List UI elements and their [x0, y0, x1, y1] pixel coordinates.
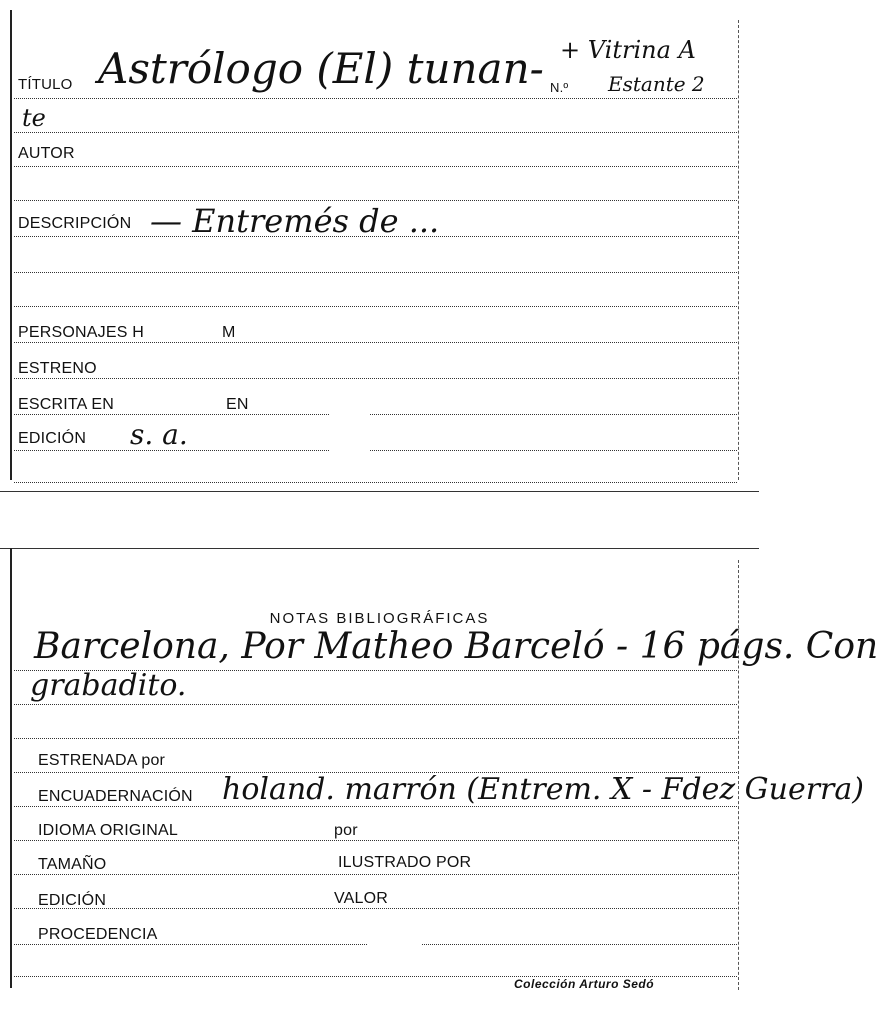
notes-heading: NOTAS BIBLIOGRÁFICAS: [269, 610, 490, 627]
handwritten-title-cont: te: [22, 104, 46, 132]
label-personajes-m: M: [222, 324, 236, 341]
label-valor: VALOR: [334, 890, 389, 907]
label-personajes-h: PERSONAJES H: [18, 324, 144, 341]
label-estrenada-por: ESTRENADA por: [38, 752, 166, 769]
card-left-border: [10, 10, 12, 480]
label-procedencia: PROCEDENCIA: [38, 926, 158, 943]
rule-blank-2: [14, 272, 737, 273]
label-edicion-bottom: EDICIÓN: [38, 892, 107, 909]
rule-bottom: [14, 482, 737, 483]
label-idioma-original: IDIOMA ORIGINAL: [38, 822, 178, 839]
rule-autor: [14, 166, 737, 167]
catalog-card-top: [0, 0, 759, 492]
paper-blot: [330, 405, 370, 419]
label-estreno: ESTRENO: [18, 360, 97, 377]
label-edicion: EDICIÓN: [18, 430, 87, 447]
rule-titulo-2: [14, 132, 737, 133]
handwritten-title: Astrólogo (El) tunan-: [98, 44, 544, 93]
rule-idioma: [14, 840, 737, 841]
handwritten-notes-2: grabadito.: [30, 668, 187, 703]
handwritten-notes-1: Barcelona, Por Matheo Barceló - 16 págs. Con: [34, 626, 878, 667]
rule-notes-3: [14, 738, 737, 739]
card-right-border: [738, 20, 739, 480]
label-autor: AUTOR: [18, 145, 75, 162]
paper-blot: [330, 440, 370, 454]
handwritten-edition: s. a.: [130, 418, 188, 451]
label-en: EN: [226, 396, 249, 413]
handwritten-location-2: Estante 2: [608, 72, 705, 96]
rule-personajes: [14, 342, 737, 343]
label-por: por: [334, 822, 358, 839]
label-numero: N.º: [550, 80, 569, 95]
label-escrita-en: ESCRITA EN: [18, 396, 114, 413]
handwritten-location-1: + Vitrina A: [560, 36, 696, 64]
label-titulo: TÍTULO: [18, 76, 73, 93]
rule-tamano: [14, 874, 737, 875]
label-encuadernacion: ENCUADERNACIÓN: [38, 788, 193, 805]
rule-edicion: [14, 908, 737, 909]
rule-blank-3: [14, 306, 737, 307]
label-ilustrado-por: ILUSTRADO POR: [338, 854, 472, 871]
catalog-card-bottom: [0, 540, 878, 1028]
rule-notes-2: [14, 704, 737, 705]
collection-footer: Colección Arturo Sedó: [514, 977, 655, 991]
card-bottom-edge: [0, 491, 759, 492]
rule-estreno: [14, 378, 737, 379]
rule-edicion: [14, 450, 737, 451]
label-tamano: TAMAÑO: [38, 856, 107, 873]
label-descripcion: DESCRIPCIÓN: [18, 215, 132, 232]
rule-escrita: [14, 414, 737, 415]
paper-blot: [368, 938, 422, 952]
handwritten-description: — Entremés de ...: [150, 202, 440, 240]
rule-titulo: [14, 98, 737, 99]
handwritten-binding: holand. marrón (Entrem. X - Fdez Guerra): [222, 772, 864, 807]
card-top-edge: [0, 548, 759, 549]
rule-blank-1: [14, 200, 737, 201]
